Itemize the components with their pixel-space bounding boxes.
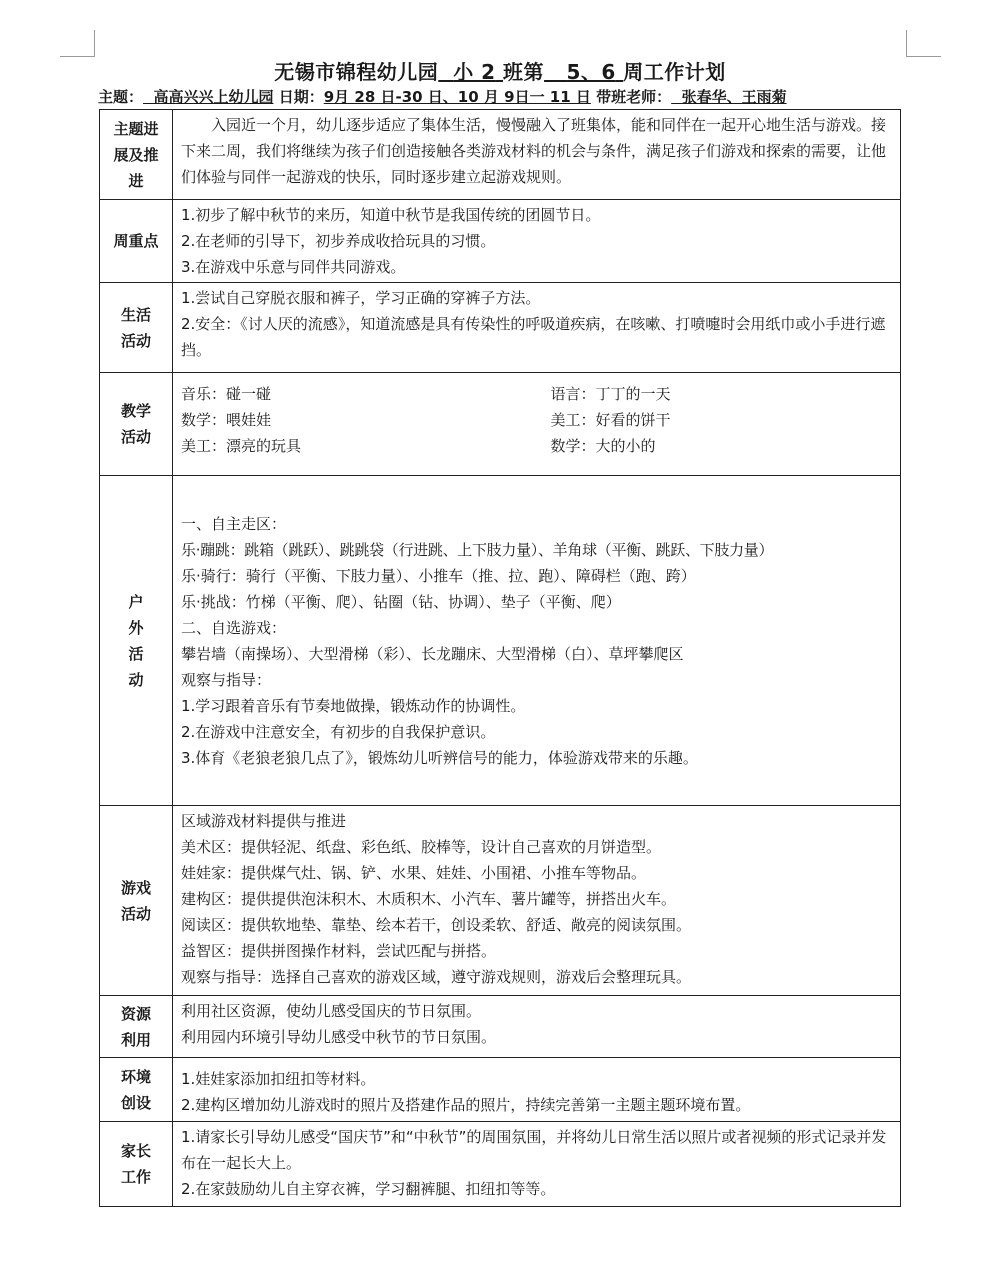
parents-line: 1.请家长引导幼儿感受“国庆节”和“中秋节”的周围氛围，并将幼儿日常生活以照片或者视频的形式记录并发布在一起长大上。 [181,1128,887,1172]
row-life [100,283,901,373]
environment-line: 1.娃娃家添加扣纽扣等材料。 [181,1070,376,1088]
games-line: 区域游戏材料提供与推进 [181,812,347,830]
content-progress [173,110,901,200]
label-focus: 周重点 [100,200,173,283]
outdoor-line: 3.体育《老狼老狼几点了》，锻炼幼儿听辨信号的能力，体验游戏带来的乐趣。 [181,748,698,767]
row-games [100,806,901,996]
teaching-item: 数学：喂娃娃 [181,411,272,429]
content-games [173,806,901,996]
games-line: 美术区：提供轻泥、纸盘、彩色纸、胶棒等，设计自己喜欢的月饼造型。 [181,838,662,856]
row-teaching [100,373,901,476]
games-line: 建构区：提供提供泡沫积木、木质积木、小汽车、薯片罐等，拼搭出火车。 [181,890,677,908]
focus-line: 3.在游戏中乐意与同伴共同游戏。 [181,258,406,276]
parents-line: 2.在家鼓励幼儿自主穿衣裤，学习翻裤腿、扣纽扣等等。 [181,1180,556,1198]
life-line: 1.尝试自己穿脱衣服和裤子，学习正确的穿裤子方法。 [181,289,541,307]
date-label: 日期： [278,88,324,106]
label-games: 游戏活动 [100,806,173,996]
label-resources: 资源利用 [100,996,173,1058]
content-environment [173,1058,901,1122]
label-life: 生活活动 [100,283,173,373]
row-parents [100,1122,901,1207]
row-outdoor [100,476,901,806]
page-corner-mark-right [906,30,941,57]
content-parents [173,1122,901,1207]
label-teaching: 教学活动 [100,373,173,476]
teacher-label: 带班老师： [596,88,672,106]
row-focus [100,200,901,283]
teaching-item: 美工：好看的饼干 [550,411,671,429]
outdoor-line: 乐·骑行：骑行（平衡、下肢力量）、小推车（推、拉、跑）、障碍栏（跑、跨） [181,566,696,585]
content-resources [173,996,901,1058]
work-plan-table [99,109,901,1207]
row-resources [100,996,901,1058]
content-teaching [173,373,901,476]
outdoor-line: 二、自选游戏： [181,618,287,637]
teaching-item: 美工：漂亮的玩具 [181,437,302,455]
outdoor-line: 乐·挑战：竹梯（平衡、爬）、钻圈（钻、协调）、垫子（平衡、爬） [181,592,621,611]
title-mid: 班第 [503,60,545,84]
outdoor-line: 一、自主走区： [181,514,287,533]
outdoor-line: 攀岩墙（南操场）、大型滑梯（彩）、长龙蹦床、大型滑梯（白）、草坪攀爬区 [181,644,684,663]
label-progress: 主题进展及推进 [100,110,173,200]
outdoor-line: 2.在游戏中注意安全，有初步的自我保护意识。 [181,722,496,741]
plan-subtitle [98,86,918,108]
row-environment [100,1058,901,1122]
content-outdoor [173,476,901,806]
games-line: 阅读区：提供软地垫、靠垫、绘本若干，创设柔软、舒适、敞亮的阅读氛围。 [181,916,692,934]
title-class: 小 2 [453,60,496,84]
games-line: 娃娃家：提供煤气灶、锅、铲、水果、娃娃、小围裙、小推车等物品。 [181,864,647,882]
teacher-value: 张春华、王雨菊 [681,88,787,106]
label-outdoor: 户外活动 [100,476,173,806]
teaching-grid [181,381,896,459]
progress-text: 入园近一个月，幼儿逐步适应了集体生活，慢慢融入了班集体，能和同伴在一起开心地生活与游戏。接下来二周，我们将继续为孩子们创造接触各类游戏材料的机会与条件，满足孩子们游戏和探索的需要，让他们体验与同伴一起游戏的快乐，同时逐步建立起游戏规则。 [181,116,887,186]
date-value: 9月 28 日-30 日、10 月 9日一 11 日 [323,88,591,106]
outdoor-line: 1.学习跟着音乐有节奏地做操，锻炼动作的协调性。 [181,696,526,715]
resources-line: 利用园内环境引导幼儿感受中秋节的节日氛围。 [181,1028,497,1046]
title-end: 周工作计划 [623,60,726,84]
title-weeks: 5、6 [566,60,616,84]
outdoor-line: 乐·蹦跳：跳箱（跳跃）、跳跳袋（行进跳、上下肢力量）、羊角球（平衡、跳跃、下肢力量） [181,540,774,559]
label-environment: 环境创设 [100,1058,173,1122]
teaching-item: 语言：丁丁的一天 [550,385,671,403]
teaching-item: 数学：大的小的 [550,437,656,455]
content-life [173,283,901,373]
focus-line: 2.在老师的引导下，初步养成收拾玩具的习惯。 [181,232,496,250]
resources-line: 利用社区资源，使幼儿感受国庆的节日氛围。 [181,1002,482,1020]
games-line: 观察与指导：选择自己喜欢的游戏区域，遵守游戏规则，游戏后会整理玩具。 [181,968,692,986]
content-focus [173,200,901,283]
life-line: 2.安全：《讨人厌的流感》，知道流感是具有传染性的呼吸道疾病，在咳嗽、打喷嚏时会用纸巾或小手进行遮挡。 [181,315,886,359]
theme-label: 主题： [98,88,144,106]
outdoor-line: 观察与指导： [181,670,272,689]
focus-line: 1.初步了解中秋节的来历，知道中秋节是我国传统的团圆节日。 [181,206,601,224]
theme-value: 高高兴兴上幼儿园 [153,88,274,106]
teaching-item: 音乐：碰一碰 [181,385,272,403]
page-corner-mark-left [60,30,95,57]
games-line: 益智区：提供拼图操作材料，尝试匹配与拼搭。 [181,942,497,960]
page-title [0,58,1000,86]
title-school: 无锡市锦程幼儿园 [274,60,439,84]
environment-line: 2.建构区增加幼儿游戏时的照片及搭建作品的照片，持续完善第一主题主题环境布置。 [181,1096,751,1114]
label-parents: 家长工作 [100,1122,173,1207]
row-progress [100,110,901,200]
